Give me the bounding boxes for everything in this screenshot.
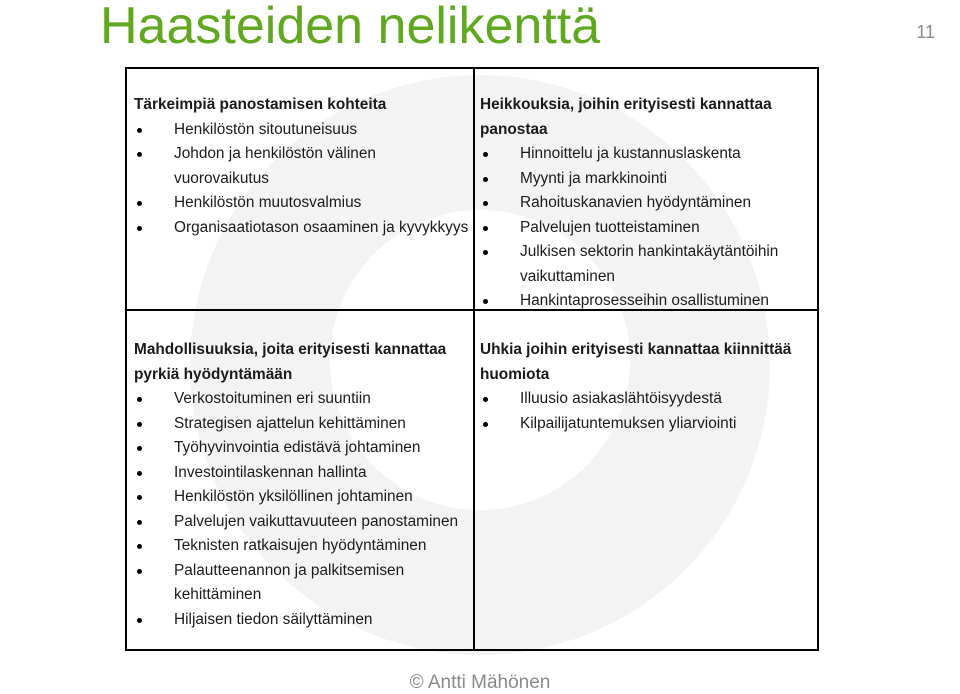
list-item: Hiljaisen tiedon säilyttäminen [134,608,469,633]
list-item: Verkostoituminen eri suuntiin [134,387,469,412]
list-item: Henkilöstön sitoutuneisuus [134,118,469,143]
quadrant-bottom-right [480,338,815,436]
list-item: Palvelujen vaikuttavuuteen panostaminen [134,510,469,535]
list-item: Työhyvinvointia edistävä johtaminen [134,436,469,461]
list-item: Palvelujen tuotteistaminen [480,216,815,241]
copyright-footer: © Antti Mähönen [409,672,551,693]
bullet-list [480,142,815,314]
list-item: Kilpailijatuntemuksen yliarviointi [480,412,815,437]
list-item: Hinnoittelu ja kustannuslaskenta [480,142,815,167]
quadrant-bottom-left [134,338,469,632]
slide-title: Haasteiden nelikenttä [100,0,601,55]
quadrant-top-right [480,93,815,314]
quadrant-table [125,67,819,651]
list-item: Myynti ja markkinointi [480,167,815,192]
list-item: Strategisen ajattelun kehittäminen [134,412,469,437]
quadrant-top-left [134,93,469,240]
list-item: Julkisen sektorin hankintakäytäntöihin vaikuttaminen [480,240,815,289]
quadrant-heading: Uhkia joihin erityisesti kannattaa kiinnittää huomiota [480,341,792,383]
quadrant-heading: Mahdollisuuksia, joita erityisesti kannattaa pyrkiä hyödyntämään [134,341,447,383]
quadrant-heading: Heikkouksia, joihin erityisesti kannattaa panostaa [480,96,772,138]
list-item: Palautteenannon ja palkitsemisen kehittäminen [134,559,469,608]
list-item: Investointilaskennan hallinta [134,461,469,486]
list-item: Henkilöstön yksilöllinen johtaminen [134,485,469,510]
list-item: Hankintaprosesseihin osallistuminen [480,289,815,314]
list-item: Johdon ja henkilöstön välinen vuorovaikutus [134,142,469,191]
slide-number: 11 [916,22,935,42]
list-item: Illuusio asiakaslähtöisyydestä [480,387,815,412]
bullet-list [134,387,469,632]
list-item: Henkilöstön muutosvalmius [134,191,469,216]
list-item: Rahoituskanavien hyödyntäminen [480,191,815,216]
list-item: Teknisten ratkaisujen hyödyntäminen [134,534,469,559]
list-item: Organisaatiotason osaaminen ja kyvykkyys [134,216,469,241]
quadrant-heading: Tärkeimpiä panostamisen kohteita [134,96,387,113]
bullet-list [480,387,815,436]
bullet-list [134,118,469,241]
vertical-divider [473,69,475,649]
